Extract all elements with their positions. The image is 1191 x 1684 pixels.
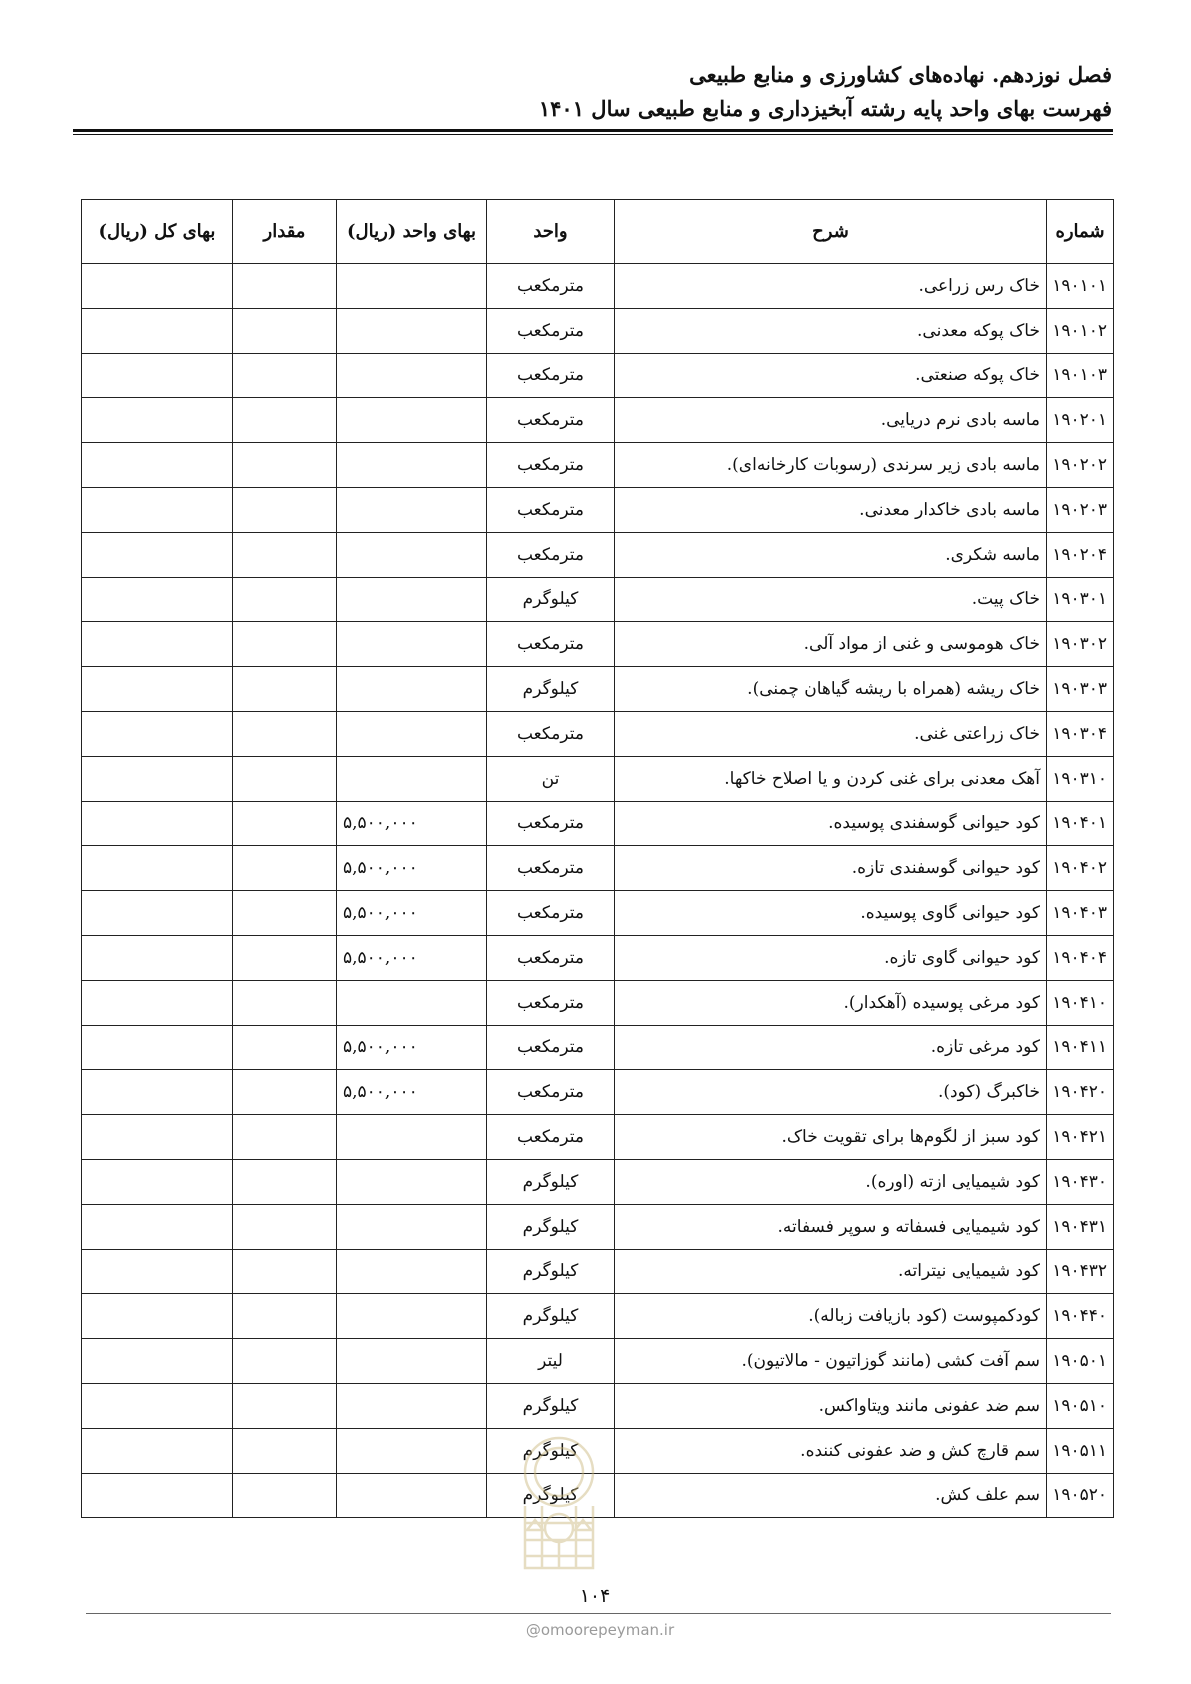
row-unit: تن — [487, 756, 615, 801]
row-unit: مترمکعب — [487, 353, 615, 398]
row-unit: کیلوگرم — [487, 667, 615, 712]
table-row — [82, 264, 1114, 309]
row-total-price — [82, 1473, 233, 1518]
row-quantity — [233, 1070, 337, 1115]
row-quantity — [233, 1159, 337, 1204]
row-description: آهک معدنی برای غنی کردن و یا اصلاح خاکها. — [615, 756, 1047, 801]
row-total-price — [82, 891, 233, 936]
row-description: خاکبرگ (کود). — [615, 1070, 1047, 1115]
row-unit: مترمکعب — [487, 1115, 615, 1160]
row-quantity — [233, 353, 337, 398]
table-row — [82, 1339, 1114, 1384]
row-description: خاک ریشه (همراه با ریشه گیاهان چمنی). — [615, 667, 1047, 712]
row-number: ۱۹۰۴۳۱ — [1047, 1204, 1114, 1249]
column-header-quantity: مقدار — [233, 200, 337, 264]
row-total-price — [82, 1383, 233, 1428]
row-unit: مترمکعب — [487, 622, 615, 667]
row-unit-price — [337, 532, 487, 577]
row-unit: مترمکعب — [487, 487, 615, 532]
row-number: ۱۹۰۴۰۴ — [1047, 935, 1114, 980]
row-unit: مترمکعب — [487, 711, 615, 756]
row-unit: مترمکعب — [487, 443, 615, 488]
row-quantity — [233, 1339, 337, 1384]
row-description: خاک رس زراعی. — [615, 264, 1047, 309]
table-row — [82, 1070, 1114, 1115]
row-quantity — [233, 487, 337, 532]
row-unit: مترمکعب — [487, 891, 615, 936]
row-quantity — [233, 398, 337, 443]
row-unit-price — [337, 980, 487, 1025]
row-total-price — [82, 1025, 233, 1070]
row-description: ماسه شکری. — [615, 532, 1047, 577]
row-unit-price: ۵,۵۰۰,۰۰۰ — [337, 891, 487, 936]
table-row — [82, 1249, 1114, 1294]
row-number: ۱۹۰۳۰۴ — [1047, 711, 1114, 756]
column-header-unit: واحد — [487, 200, 615, 264]
header-rule-thin — [73, 134, 1113, 135]
price-list-table — [81, 199, 1114, 1518]
row-number: ۱۹۰۵۱۱ — [1047, 1428, 1114, 1473]
row-description: کود حیوانی گاوی تازه. — [615, 935, 1047, 980]
row-total-price — [82, 1249, 233, 1294]
row-description: خاک پیت. — [615, 577, 1047, 622]
table-row — [82, 1383, 1114, 1428]
header-rule-thick — [73, 129, 1113, 132]
row-total-price — [82, 264, 233, 309]
row-quantity — [233, 577, 337, 622]
row-unit-price — [337, 353, 487, 398]
row-total-price — [82, 1159, 233, 1204]
row-unit: لیتر — [487, 1339, 615, 1384]
column-header-description: شرح — [615, 200, 1047, 264]
row-unit: مترمکعب — [487, 398, 615, 443]
table-header-row — [82, 200, 1114, 264]
row-unit-price — [337, 1294, 487, 1339]
row-unit: مترمکعب — [487, 935, 615, 980]
row-unit: کیلوگرم — [487, 1383, 615, 1428]
row-unit-price — [337, 264, 487, 309]
row-unit: مترمکعب — [487, 801, 615, 846]
row-quantity — [233, 935, 337, 980]
row-number: ۱۹۰۴۳۲ — [1047, 1249, 1114, 1294]
document-title: فهرست بهای واحد پایه رشته آبخیزداری و منابع طبیعی سال ۱۴۰۱ — [538, 96, 1112, 121]
row-number: ۱۹۰۳۱۰ — [1047, 756, 1114, 801]
table-row — [82, 801, 1114, 846]
table-row — [82, 980, 1114, 1025]
row-description: خاک پوکه معدنی. — [615, 308, 1047, 353]
row-quantity — [233, 801, 337, 846]
row-unit-price: ۵,۵۰۰,۰۰۰ — [337, 801, 487, 846]
row-unit-price — [337, 667, 487, 712]
table-row — [82, 846, 1114, 891]
row-description: کودکمپوست (کود بازیافت زباله). — [615, 1294, 1047, 1339]
row-number: ۱۹۰۴۱۱ — [1047, 1025, 1114, 1070]
row-total-price — [82, 1428, 233, 1473]
row-total-price — [82, 801, 233, 846]
row-unit-price: ۵,۵۰۰,۰۰۰ — [337, 935, 487, 980]
row-number: ۱۹۰۵۰۱ — [1047, 1339, 1114, 1384]
table-row — [82, 711, 1114, 756]
row-quantity — [233, 711, 337, 756]
table-row — [82, 577, 1114, 622]
row-description: کود حیوانی گوسفندی پوسیده. — [615, 801, 1047, 846]
row-unit: کیلوگرم — [487, 577, 615, 622]
row-total-price — [82, 443, 233, 488]
row-number: ۱۹۰۴۰۲ — [1047, 846, 1114, 891]
row-description: کود مرغی پوسیده (آهکدار). — [615, 980, 1047, 1025]
table-row — [82, 353, 1114, 398]
row-unit: کیلوگرم — [487, 1473, 615, 1518]
row-unit-price — [337, 487, 487, 532]
row-total-price — [82, 846, 233, 891]
row-total-price — [82, 353, 233, 398]
row-unit: مترمکعب — [487, 264, 615, 309]
row-number: ۱۹۰۴۳۰ — [1047, 1159, 1114, 1204]
row-description: سم ضد عفونی مانند ویتاواکس. — [615, 1383, 1047, 1428]
row-total-price — [82, 1070, 233, 1115]
row-unit: کیلوگرم — [487, 1249, 615, 1294]
row-total-price — [82, 1339, 233, 1384]
table-row — [82, 487, 1114, 532]
row-unit-price — [337, 1339, 487, 1384]
row-number: ۱۹۰۴۰۱ — [1047, 801, 1114, 846]
row-description: کود حیوانی گوسفندی تازه. — [615, 846, 1047, 891]
chapter-title: فصل نوزدهم. نهاده‌های کشاورزی و منابع طبیعی — [689, 62, 1112, 87]
row-number: ۱۹۰۲۰۳ — [1047, 487, 1114, 532]
row-unit-price — [337, 622, 487, 667]
table-row — [82, 308, 1114, 353]
row-number: ۱۹۰۲۰۱ — [1047, 398, 1114, 443]
table-row — [82, 398, 1114, 443]
row-number: ۱۹۰۴۰۳ — [1047, 891, 1114, 936]
row-quantity — [233, 980, 337, 1025]
row-number: ۱۹۰۱۰۳ — [1047, 353, 1114, 398]
row-number: ۱۹۰۱۰۱ — [1047, 264, 1114, 309]
row-unit: مترمکعب — [487, 308, 615, 353]
row-unit-price: ۵,۵۰۰,۰۰۰ — [337, 846, 487, 891]
row-unit-price — [337, 1115, 487, 1160]
row-total-price — [82, 398, 233, 443]
row-number: ۱۹۰۵۱۰ — [1047, 1383, 1114, 1428]
row-unit: مترمکعب — [487, 846, 615, 891]
row-total-price — [82, 622, 233, 667]
row-number: ۱۹۰۴۲۱ — [1047, 1115, 1114, 1160]
column-header-total-price: بهای کل (ریال) — [82, 200, 233, 264]
row-unit-price: ۵,۵۰۰,۰۰۰ — [337, 1070, 487, 1115]
row-description: خاک زراعتی غنی. — [615, 711, 1047, 756]
table-row — [82, 891, 1114, 936]
row-number: ۱۹۰۴۲۰ — [1047, 1070, 1114, 1115]
row-quantity — [233, 1115, 337, 1160]
table-row — [82, 443, 1114, 488]
row-number: ۱۹۰۲۰۴ — [1047, 532, 1114, 577]
row-description: کود حیوانی گاوی پوسیده. — [615, 891, 1047, 936]
row-unit: مترمکعب — [487, 1070, 615, 1115]
row-number: ۱۹۰۴۴۰ — [1047, 1294, 1114, 1339]
table-row — [82, 1115, 1114, 1160]
row-quantity — [233, 1204, 337, 1249]
row-quantity — [233, 667, 337, 712]
row-unit-price — [337, 577, 487, 622]
row-quantity — [233, 756, 337, 801]
row-unit-price — [337, 1383, 487, 1428]
row-unit: مترمکعب — [487, 980, 615, 1025]
row-quantity — [233, 891, 337, 936]
row-description: کود سبز از لگوم‌ها برای تقویت خاک. — [615, 1115, 1047, 1160]
table-row — [82, 1025, 1114, 1070]
row-description: خاک پوکه صنعتی. — [615, 353, 1047, 398]
column-header-number: شماره — [1047, 200, 1114, 264]
row-unit-price — [337, 443, 487, 488]
row-unit: کیلوگرم — [487, 1294, 615, 1339]
row-total-price — [82, 980, 233, 1025]
row-number: ۱۹۰۳۰۳ — [1047, 667, 1114, 712]
table-row — [82, 1294, 1114, 1339]
row-unit: کیلوگرم — [487, 1159, 615, 1204]
row-unit-price — [337, 1428, 487, 1473]
row-number: ۱۹۰۳۰۱ — [1047, 577, 1114, 622]
row-total-price — [82, 1115, 233, 1160]
row-quantity — [233, 622, 337, 667]
row-quantity — [233, 532, 337, 577]
row-quantity — [233, 1383, 337, 1428]
page-number: ۱۰۴ — [579, 1585, 611, 1607]
row-description: سم قارچ کش و ضد عفونی کننده. — [615, 1428, 1047, 1473]
row-unit-price — [337, 1159, 487, 1204]
row-quantity — [233, 264, 337, 309]
table-row — [82, 935, 1114, 980]
row-total-price — [82, 308, 233, 353]
row-number: ۱۹۰۳۰۲ — [1047, 622, 1114, 667]
row-unit-price — [337, 308, 487, 353]
row-description: ماسه بادی خاکدار معدنی. — [615, 487, 1047, 532]
row-unit-price — [337, 1249, 487, 1294]
row-unit-price — [337, 1204, 487, 1249]
row-total-price — [82, 667, 233, 712]
row-description: کود شیمیایی ازته (اوره). — [615, 1159, 1047, 1204]
table-row — [82, 1159, 1114, 1204]
row-quantity — [233, 1294, 337, 1339]
row-description: ماسه بادی نرم دریایی. — [615, 398, 1047, 443]
row-quantity — [233, 1473, 337, 1518]
page-header — [539, 58, 1112, 126]
row-number: ۱۹۰۲۰۲ — [1047, 443, 1114, 488]
row-quantity — [233, 1025, 337, 1070]
row-description: ماسه بادی زیر سرندی (رسوبات کارخانه‌ای). — [615, 443, 1047, 488]
row-unit: کیلوگرم — [487, 1428, 615, 1473]
row-quantity — [233, 846, 337, 891]
row-description: سم آفت کشی (مانند گوزاتیون - مالاتیون). — [615, 1339, 1047, 1384]
row-total-price — [82, 1294, 233, 1339]
table-row — [82, 667, 1114, 712]
watermark-text: @omoorepeyman.ir — [525, 1621, 675, 1639]
row-total-price — [82, 711, 233, 756]
row-unit-price — [337, 711, 487, 756]
row-quantity — [233, 1428, 337, 1473]
row-total-price — [82, 935, 233, 980]
row-unit-price: ۵,۵۰۰,۰۰۰ — [337, 1025, 487, 1070]
row-total-price — [82, 577, 233, 622]
row-quantity — [233, 443, 337, 488]
table-row — [82, 756, 1114, 801]
table-row — [82, 1204, 1114, 1249]
table-row — [82, 622, 1114, 667]
row-number: ۱۹۰۵۲۰ — [1047, 1473, 1114, 1518]
column-header-unit-price: بهای واحد (ریال) — [337, 200, 487, 264]
row-description: کود شیمیایی نیتراته. — [615, 1249, 1047, 1294]
row-number: ۱۹۰۴۱۰ — [1047, 980, 1114, 1025]
row-description: سم علف کش. — [615, 1473, 1047, 1518]
row-total-price — [82, 532, 233, 577]
row-total-price — [82, 487, 233, 532]
row-number: ۱۹۰۱۰۲ — [1047, 308, 1114, 353]
row-description: خاک هوموسی و غنی از مواد آلی. — [615, 622, 1047, 667]
row-unit: مترمکعب — [487, 1025, 615, 1070]
row-unit-price — [337, 398, 487, 443]
row-unit: کیلوگرم — [487, 1204, 615, 1249]
row-quantity — [233, 1249, 337, 1294]
seal-watermark-icon — [505, 1428, 613, 1578]
row-description: کود مرغی تازه. — [615, 1025, 1047, 1070]
row-total-price — [82, 1204, 233, 1249]
row-unit-price — [337, 1473, 487, 1518]
row-unit: مترمکعب — [487, 532, 615, 577]
row-total-price — [82, 756, 233, 801]
row-quantity — [233, 308, 337, 353]
footer-rule — [86, 1613, 1111, 1614]
row-description: کود شیمیایی فسفاته و سوپر فسفاته. — [615, 1204, 1047, 1249]
table-row — [82, 532, 1114, 577]
row-unit-price — [337, 756, 487, 801]
